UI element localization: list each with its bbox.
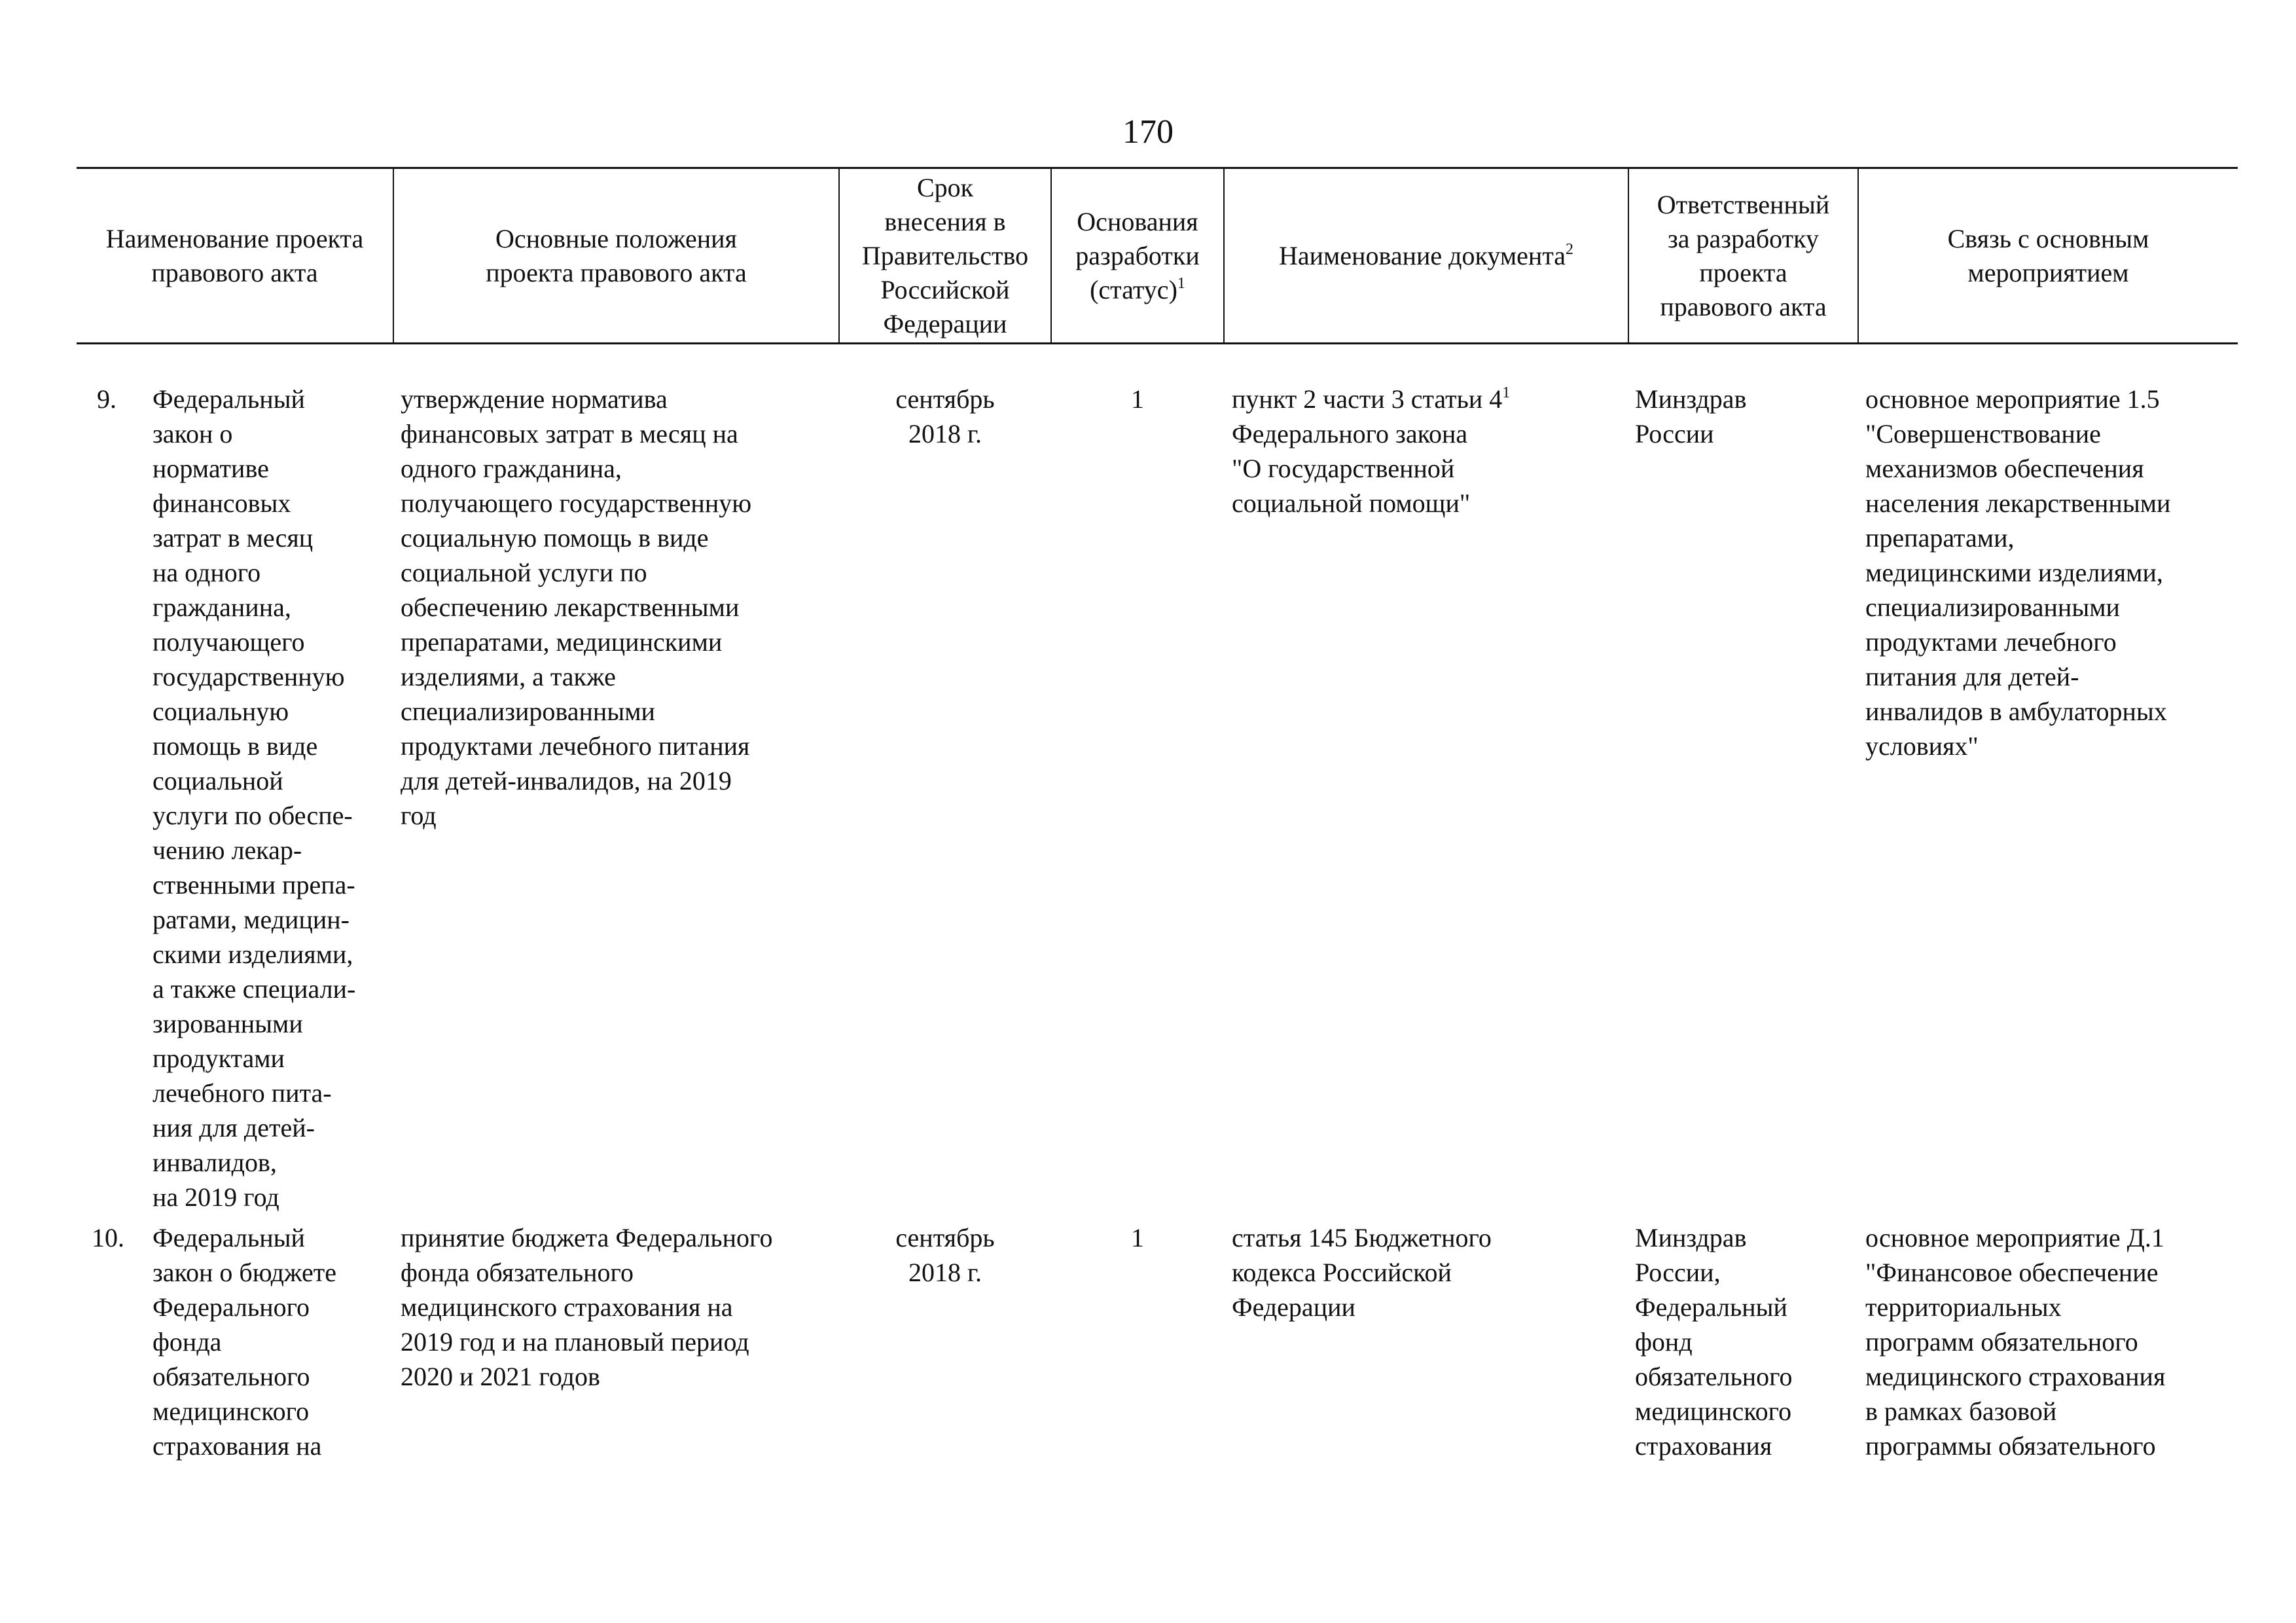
- status-cell: 1: [1131, 384, 1144, 414]
- header-link: [1859, 169, 2238, 342]
- project-name-cell: Федеральный закон о нормативе финансовых затрат в месяц на одного гражданина, получающего государственную социальную помощь в виде социальной услуги по обеспе- чению лекар- ственными препа- ратами, медицин- скими изделиями, а также специали- зированными продуктами лечебного пита- ния для детей- инвалидов, на 2019 год: [152, 384, 356, 1212]
- deadline-cell: сентябрь 2018 г.: [895, 1223, 995, 1287]
- row-number: 9.: [97, 384, 117, 414]
- project-name-cell: Федеральный закон о бюджете Федерального фонда обязательного медицинского страхования на: [152, 1223, 337, 1461]
- header-document-text: Наименование документа: [1278, 240, 1566, 270]
- document-cell: [1232, 382, 1510, 520]
- responsible-cell: Минздрав России, Федеральный фонд обязательного медицинского страхования: [1635, 1223, 1793, 1461]
- header-document: [1225, 169, 1628, 342]
- deadline-cell: сентябрь 2018 г.: [895, 384, 995, 448]
- responsible-cell: Минздрав России: [1635, 384, 1747, 448]
- header-project-name: [77, 169, 393, 342]
- header-status-footnote: 1: [1177, 274, 1185, 292]
- document-cell: статья 145 Бюджетного кодекса Российской Федерации: [1232, 1223, 1492, 1322]
- document-cell-rest: Федерального закона "О государственной социальной помощи": [1232, 419, 1471, 518]
- row-number: 10.: [92, 1223, 124, 1252]
- link-cell: основное мероприятие 1.5 "Совершенствование механизмов обеспечения населения лекарственными препаратами, медицинскими изделиями, специализированными продуктами лечебного питания для детей- инвалидов в амбулаторных условиях": [1865, 384, 2171, 761]
- header-link-text: Связь с основным мероприятием: [1947, 223, 2149, 287]
- provisions-cell: утверждение норматива финансовых затрат в месяц на одного гражданина, получающего государственную социальную помощь в виде социальной услуги по обеспечению лекарственными препаратами, медицинскими изделиями, а также специализированными продуктами лечебного питания для детей-инвалидов, на 2019 год: [401, 384, 752, 830]
- link-cell: основное мероприятие Д.1 "Финансовое обеспечение территориальных программ обязательного медицинского страхования в рамках базовой программы обязательного: [1865, 1223, 2166, 1461]
- header-deadline: [840, 169, 1050, 342]
- page-number: 170: [1122, 113, 1174, 151]
- header-responsible: [1629, 169, 1857, 342]
- header-deadline-text: Срок внесения в Правительство Российской Федерации: [861, 172, 1029, 338]
- header-main-provisions: [394, 169, 838, 342]
- document-cell-line: пункт 2 части 3 статьи 4: [1232, 384, 1503, 414]
- header-document-footnote: 2: [1566, 240, 1574, 258]
- header-responsible-text: Ответственный за разработку проекта правового акта: [1657, 189, 1830, 321]
- status-cell: 1: [1131, 1223, 1144, 1252]
- table-header-bottom-rule: [77, 342, 2238, 344]
- header-main-provisions-text: Основные положения проекта правового акта: [486, 223, 747, 287]
- header-status: [1052, 169, 1223, 342]
- header-project-name-text: Наименование проекта правового акта: [105, 223, 364, 287]
- header-status-text: Основания разработки (статус): [1075, 206, 1200, 304]
- document-footnote: 1: [1502, 384, 1511, 401]
- provisions-cell: принятие бюджета Федерального фонда обязательного медицинского страхования на 2019 год и на плановый период 2020 и 2021 годов: [401, 1223, 773, 1391]
